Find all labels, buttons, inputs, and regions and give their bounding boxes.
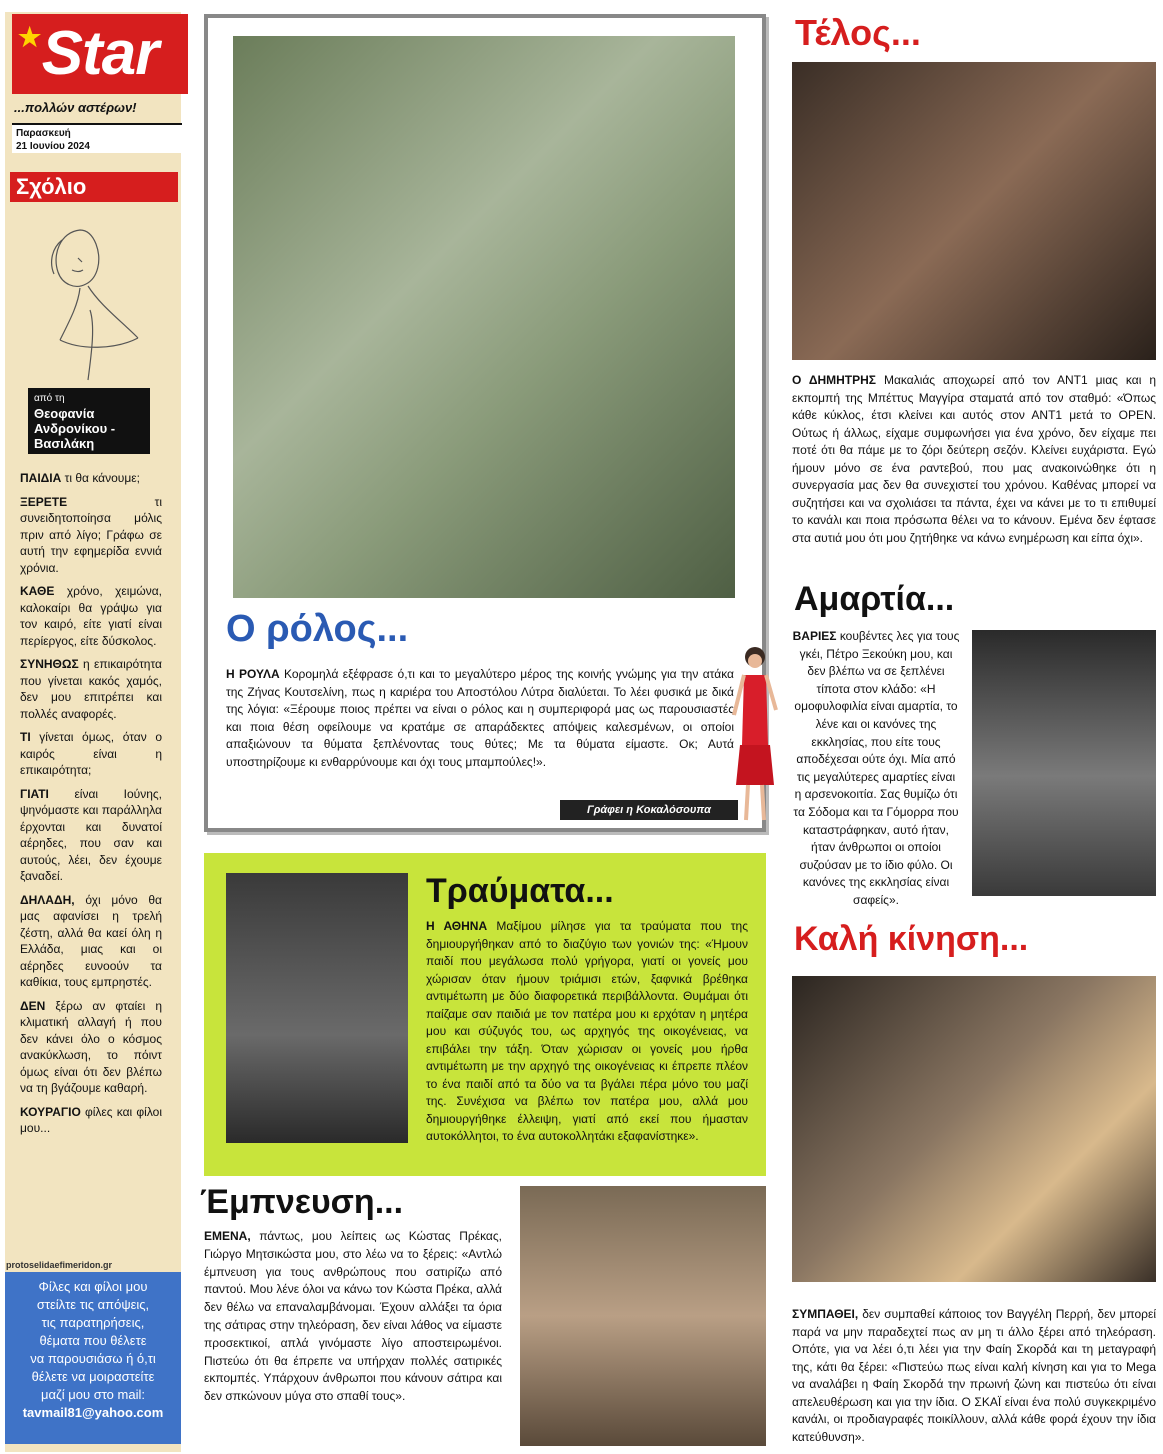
column-heading: Σχόλιο: [10, 172, 178, 202]
feature-byline: Γράφει η Κοκαλόσουπα: [560, 800, 738, 820]
feature-photo: [233, 36, 735, 598]
kali-photo: [792, 976, 1156, 1282]
mailbox-line: να παρουσιάσω ή ό,τι: [30, 1351, 156, 1366]
empneusi-title: Έμπνευση...: [200, 1183, 404, 1221]
author-prefix: από τη: [34, 393, 65, 404]
star-logo: [12, 14, 188, 94]
telos-text: Ο ΔΗΜΗΤΡΗΣ Μακαλιάς αποχωρεί από τον ΑΝΤ1 μιας και η εκπομπή της Μπέττυς Μαγγίρα σταματά από τον σταθμό: «Όπως κάθε κύκλος, έτσι κλείνει και αυτός στον ΑΝΤ1 μετά το OPEN. Ούτως ή άλλως, είχαμε συμφωνήσει για ένα χρόνο, δεν είχαμε πει ποτέ ότι θα πάμε με το ζόρι δεύτερη σεζόν. Κλείνει ευχάριστα. Εγώ ήμουν μόνο σε ένα ραντεβού, που μας ανακοινώθηκε ότι η συνεργασία μας δεν θα συνεχιστεί του χρόνου. Καθένας μπορεί να συζητήσει και να σχολιάσει τα πάντα, έχει να κάνει με το τι επιθυμεί το κανάλι και ποια πρόσωπα θέλει να το κάνουν. Εμένα δεν έφτασε στα αυτιά μου ότι μου ζητήθηκε να κάνω ενημέρωση και είπα όχι».: [792, 373, 1156, 545]
column-paragraph: ΚΑΘΕ χρόνο, χειμώνα, καλοκαίρι θα γράψω για τον καιρό, είτε γιατί είναι περίεργος, είτε δύσκολος.: [20, 584, 162, 648]
telos-title: Τέλος...: [795, 12, 921, 53]
amartia-photo: [972, 630, 1156, 896]
column-author: [28, 388, 150, 454]
column-paragraph: ΓΙΑΤΙ είναι Ιούνης, ψηνόμαστε και παράλληλα έρχονται και δυνατοί αέρηδες, που σαν και αυτούς, λέει, δεν έχουμε ξαναδεί.: [20, 786, 162, 883]
feature-text: Η ΡΟΥΛΑ Κορομηλά εξέφρασε ό,τι και το μεγαλύτερο μέρος της κοινής γνώμης για την ατάκα της Ζήνας Κουτσελίνη, πως η καριέρα του Αποστόλου Λύτρα διαλύεται. Το λέει φυσικά με δικά της λόγια: «Ξέρουμε ποιος πρέπει να είναι ο ρόλος και η συμπεριφορά μας ως παρουσιαστές και ποια θέση οφείλουμε να κρατάμε σε απαράδεκτες απόψεις καλεσμένων, οι οποίοι απαξιώνουν τα θύματα ξεπλένοντας τους θύτες; Με τα θύματα είμαστε. Οκ; Αυτά υποστηρίζουμε κι ενθαρρύνουμε και όχι τους μπαμπούλες!».: [226, 667, 734, 769]
logo-text: Star: [41, 19, 159, 88]
star-icon: ★: [18, 22, 41, 52]
author-sketch-icon: [20, 210, 170, 385]
mailbox-line: Φίλες και φίλοι μου: [38, 1279, 148, 1294]
trauma-title: Τραύματα...: [426, 872, 614, 910]
gossip-mascot-icon: [730, 635, 780, 825]
column-paragraph: ΤΙ γίνεται όμως, όταν ο καιρός είναι η επικαιρότητα;: [20, 730, 162, 777]
kali-text: ΣΥΜΠΑΘΕΙ, δεν συμπαθεί κάποιος τον Βαγγέλη Περρή, δεν μπορεί παρά να μην παραδεχτεί πως αν μη τι άλλο ξέρει από τηλεόραση. Οπότε, για να λέει ό,τι λέει για την Φαίη Σκορδά και τη μεταγραφή της, κάτι θα ξέρει: «Πιστεύω πως είναι καλή κίνηση και για το Mega να αναλάβει η Φαίη Σκορδά την πρωινή ζώνη και πιστεύω ότι είναι απελευθέρωση και για την ίδια. Ο ΣΚΑΪ είναι ένα πολύ συγκεκριμένο κανάλι, οι προδιαγραφές ποικίλλουν, αλλά κάθε φορά έχουν την ίδια κατεύθυνση».: [792, 1307, 1156, 1444]
column-paragraph: ΔΗΛΑΔΗ, όχι μόνο θα μας αφανίσει η τρελή ζέστη, αλλά θα καεί όλη η Ελλάδα, μιας και οι αέρηδες ευνοούν τα καθίκια, τους εμπρηστές.: [20, 892, 162, 989]
trauma-text: Η ΑΘΗΝΑ Μαξίμου μίλησε για τα τραύματα που της δημιουργήθηκαν από το διαζύγιο των γονιών της: «Ήμουν παιδί που μεγάλωσα πολύ γρήγορα, γιατί οι γονείς μου χώρισαν όταν ήμουν τριάμισι ετών, ξαφνικά βρέθηκα αντιμέτωπη με δύο διαφορετικά περιβάλλοντα. Θυμάμαι ότι παίζαμε σαν παιδιά με τον πατέρα μου κι ερχόταν η μητέρα μου και σύζυγός του, ως αρχηγός της οικογένειας, να επιβάλει την τάξη. Όταν χώρισαν οι γονείς μου ήρθα αντιμέτωπη με την αρχηγό της οικογένειας κι έπρεπε πλέον το ένα παιδί από τα δύο να τα βγάλει πέρα μόνο του μαζί της. Συνέχισα να βλέπω τον πατέρα μου, αλλά μου δημιουργήθηκε έλλειψη, γιατί από εκεί που ήμασταν αυτοκόλλητοι, το ένα αυτοκολλητάκι εξαφανίστηκε».: [426, 919, 748, 1143]
empneusi-photo: [520, 1186, 766, 1446]
amartia-title: Αμαρτία...: [794, 580, 955, 618]
amartia-text: ΒΑΡΙΕΣ κουβέντες λες για τους γκέι, Πέτρο Ξεκούκη μου, και δεν βλέπω να σε ξεπλένει τίποτα στον κλάδο: «Η ομοφυλοφιλία είναι αμαρτία, το λένε και οι κανόνες της εκκλησίας, που είτε τους αποδέχεσαι ούτε όχι. Μία από τις μεγαλύτερες αμαρτίες είναι η αρσενοκοιτία. Σας θυμίζω ότι τα Σόδομα και τα Γόμορρα που καταστράφηκαν, αυτό ήταν, ήταν άνθρωποι οι οποίοι συζούσαν με το ίδιο φύλο. Οι κανόνες της εκκλησίας είναι σαφείς».: [792, 629, 960, 907]
mailbox-box: [5, 1272, 181, 1444]
email-link[interactable]: tavmail81@yahoo.com: [22, 1405, 164, 1420]
column-paragraph: ΣΥΝΗΘΩΣ η επικαιρότητα που γίνεται κακός χαμός, δεν μου επιτρέπει και πολλές αναφορές.: [20, 657, 162, 721]
mailbox-line: μαζί μου στο mail:: [41, 1387, 145, 1402]
column-paragraph: ΚΟΥΡΑΓΙΟ φίλες και φίλοι μου...: [20, 1104, 162, 1135]
tagline: ...πολλών αστέρων!: [14, 100, 137, 115]
feature-title: Ο ρόλος...: [226, 608, 409, 650]
author-name: Θεοφανία Ανδρονίκου - Βασιλάκη: [34, 406, 116, 451]
telos-photo: [792, 62, 1156, 360]
date-label: 21 Ιουνίου 2024: [16, 141, 90, 152]
kali-title: Καλή κίνηση...: [794, 920, 1029, 958]
mailbox-line: τις παρατηρήσεις,: [41, 1315, 145, 1330]
trauma-photo: [226, 873, 408, 1143]
column-paragraph: ΔΕΝ ξέρω αν φταίει η κλιματική αλλαγή ή που δεν κάνει όλο ο κόσμος ανακύκλωση, το πόιντ όμως είναι ότι δεν βλέπω να τη βγάζουμε καθαρή.: [20, 998, 162, 1095]
column-paragraph: ΞΕΡΕΤΕ τι συνειδητοποίησα μόλις πριν από λίγο; Γράφω σε αυτή την εφημερίδα εννιά χρόνια.: [20, 494, 162, 575]
mailbox-line: θέλετε να μοιραστείτε: [31, 1369, 155, 1384]
mailbox-line: θέματα που θέλετε: [39, 1333, 147, 1348]
watermark: protoselidaefimeridon.gr: [6, 1260, 113, 1270]
column-paragraph: ΠΑΙΔΙΑ τι θα κάνουμε;: [20, 471, 140, 485]
mailbox-line: στείλτε τις απόψεις,: [36, 1297, 150, 1312]
day-label: Παρασκευή: [16, 128, 71, 139]
empneusi-text: ΕΜΕΝΑ, πάντως, μου λείπεις ως Κώστας Πρέκας, Γιώργο Μητσικώστα μου, στο λέω να το ξέρεις: «Αντλώ έμπνευση για τους ανθρώπους που σατιρίζω από παντού. Μου λένε όλοι να κάνω τον Κώστα Πρέκα, αλλά δεν θέλω να επαναλαμβάνομαι. Έχουν αλλάξει τα όρια της σάτιρας στην τηλεόραση, δεν είναι λάθος να είμαστε προσεκτικοί, απλά γινόμαστε λίγο αποστειρωμένοι. Πιστεύω ότι θα έπρεπε να υπήρχαν πολλές σατιρικές εκπομπές. Υπάρχουν άνθρωποι που κάνουν σάτιρα και δεν σπκώνουν μύγα στο σπαθί τους».: [204, 1229, 502, 1404]
date-bar: [12, 123, 182, 153]
column-text: [20, 470, 162, 1144]
